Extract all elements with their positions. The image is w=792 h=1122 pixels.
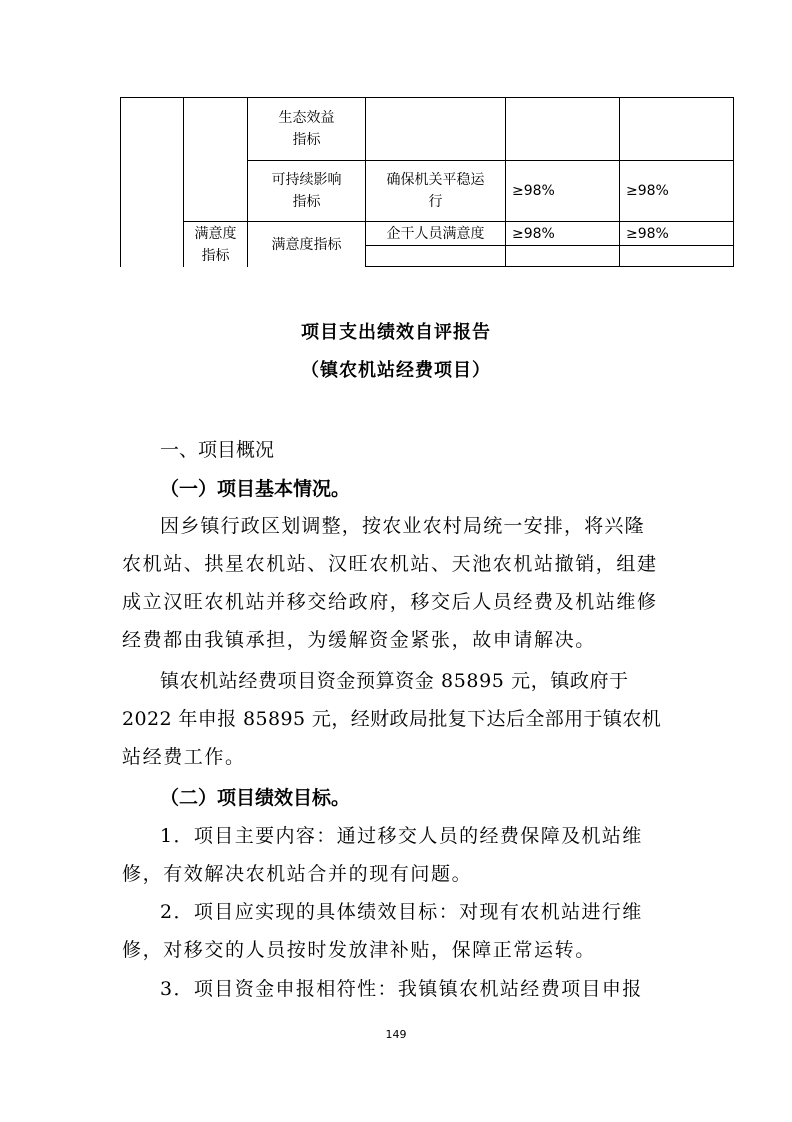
table-cell: ≥98% bbox=[626, 225, 669, 242]
paragraph-line: 1．项目主要内容：通过移交人员的经费保障及机站维 bbox=[160, 825, 643, 847]
paragraph-line: 修，对移交的人员按时发放津补贴，保障正常运转。 bbox=[122, 939, 596, 961]
table-cell: 企干人员满意度 bbox=[386, 225, 485, 242]
table-cell: ≥98% bbox=[626, 183, 669, 199]
table-cell: ≥98% bbox=[512, 183, 555, 199]
section-heading: 一、项目概况 bbox=[160, 439, 275, 461]
indicator-table bbox=[0, 0, 792, 270]
paragraph-line: 农机站、拱星农机站、汉旺农机站、天池农机站撤销，组建 bbox=[122, 553, 658, 575]
subsection-heading: （一）项目基本情况。 bbox=[160, 478, 351, 500]
paragraph-line: 成立汉旺农机站并移交给政府，移交后人员经费及机站维修 bbox=[122, 591, 658, 613]
paragraph-line: 因乡镇行政区划调整，按农业农村局统一安排，将兴隆 bbox=[160, 515, 645, 537]
paragraph-line: 修，有效解决农机站合并的现有问题。 bbox=[122, 863, 473, 885]
table-cell: ≥98% bbox=[512, 225, 555, 242]
table-rule bbox=[365, 245, 734, 246]
report-subtitle: （镇农机站经费项目） bbox=[301, 360, 491, 381]
paragraph-line: 3．项目资金申报相符性：我镇镇农机站经费项目申报 bbox=[160, 978, 643, 1000]
table-border-left bbox=[120, 97, 121, 267]
table-cell: 满意度 指标 bbox=[194, 225, 237, 264]
table-border-bottom bbox=[365, 266, 734, 267]
subsection-heading: （二）项目绩效目标。 bbox=[160, 787, 351, 809]
page-number: 149 bbox=[385, 1028, 407, 1041]
paragraph-line: 2．项目应实现的具体绩效目标：对现有农机站进行维 bbox=[160, 901, 643, 923]
paragraph-line: 经费都由我镇承担，为缓解资金紧张，故申请解决。 bbox=[122, 629, 596, 651]
table-cell: 确保机关平稳运 行 bbox=[386, 172, 485, 210]
report-title: 项目支出绩效自评报告 bbox=[301, 322, 491, 343]
paragraph-line: 站经费工作。 bbox=[122, 746, 246, 768]
table-cell: 生态效益 指标 bbox=[278, 110, 335, 148]
paragraph-line: 镇农机站经费项目资金预算资金 85895 元，镇政府于 bbox=[160, 670, 629, 692]
table-border-right bbox=[733, 97, 734, 267]
table-border-top bbox=[120, 97, 734, 98]
table-cell: 满意度指标 bbox=[271, 236, 342, 253]
table-cell: 可持续影响 指标 bbox=[271, 172, 342, 210]
paragraph-line: 2022 年申报 85895 元，经财政局批复下达后全部用于镇农机 bbox=[122, 708, 662, 730]
